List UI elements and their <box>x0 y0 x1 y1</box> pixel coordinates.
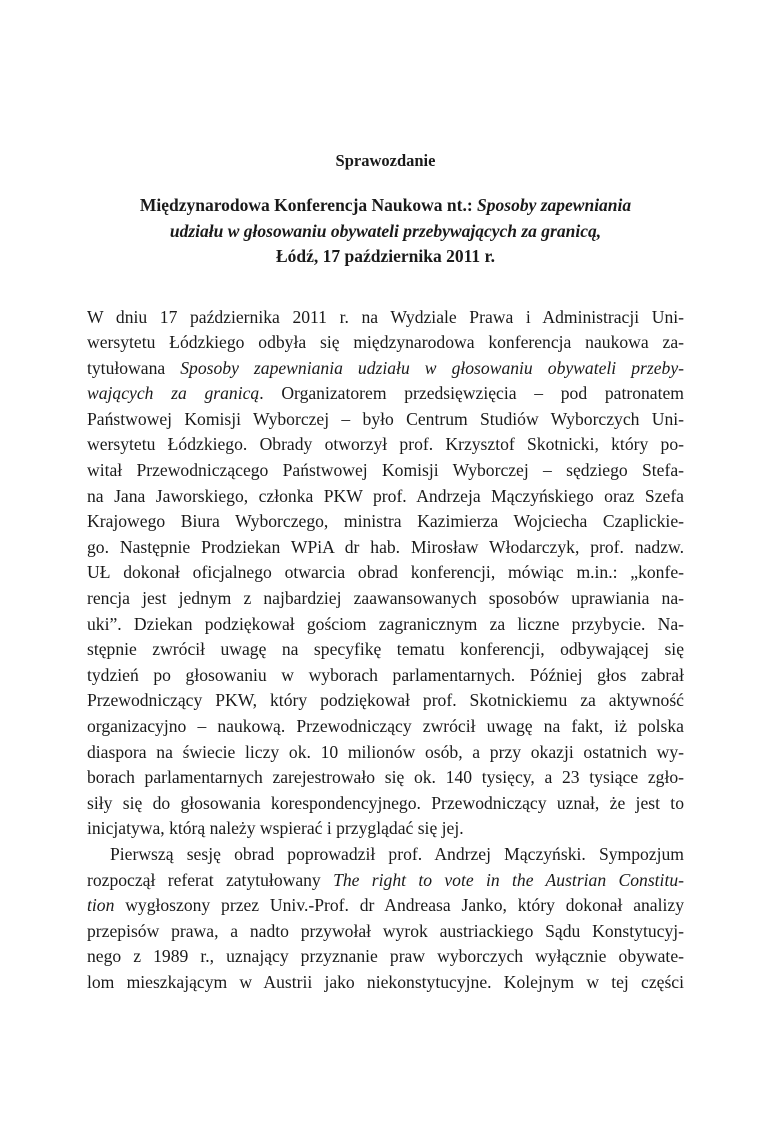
conference-name-italic: Sposoby zapewniania udziału w głosowaniu obywateli przeby- <box>180 357 684 378</box>
paragraph-1-line: Krajowego Biura Wyborczego, ministra Kazimierza Wojciecha Czaplickie- <box>87 511 684 532</box>
paragraph-1-line: tydzień po głosowaniu w wyborach parlamentarnych. Później głos zabrał <box>87 664 684 685</box>
paragraph-1-line: rencja jest jednym z najbardziej zaawansowanych sposobów uprawiania na- <box>87 588 684 609</box>
paragraph-1-line: na Jana Jaworskiego, członka PKW prof. Andrzeja Mączyńskiego oraz Szefa <box>87 485 684 506</box>
paragraph-2-line <box>87 868 684 894</box>
paragraph-2-line: nego z 1989 r., uznający przyznanie praw wyborczych wyłącznie obywate- <box>87 946 684 967</box>
paragraph-1-line: wersytetu Łódzkiego. Obrady otworzył prof. Krzysztof Skotnicki, który po- <box>87 434 684 455</box>
paragraph-1-line: organizacyjno – naukową. Przewodniczący zwrócił uwagę na fakt, iż polska <box>87 716 684 736</box>
text-run: . Organizatorem przedsięwzięcia – pod patronatem <box>259 383 684 404</box>
paragraph-1-line <box>87 381 684 407</box>
paragraph-2-line: lom mieszkającym w Austrii jako niekonstytucyjne. Kolejnym w tej części <box>87 971 684 992</box>
paragraph-1-line: borach parlamentarnych zarejestrowało się ok. 140 tysięcy, a 23 tysiące zgło- <box>87 767 684 788</box>
conference-name-italic: wających za granicą <box>87 383 260 404</box>
paragraph-1-line: W dniu 17 października 2011 r. na Wydziale Prawa i Administracji Uni- <box>87 306 684 327</box>
paragraph-1-line: wersytetu Łódzkiego odbyła się międzynarodowa konferencja naukowa za- <box>87 332 684 353</box>
paragraph-1-line: inicjatywa, którą należy wspierać i przyglądać się jej. <box>87 818 464 839</box>
paragraph-1-line: siły się do głosowania korespondencyjnego. Przewodniczący uznał, że jest to <box>87 792 684 813</box>
conference-title <box>87 193 684 270</box>
title-line-3: Łódź, 17 października 2011 r. <box>275 246 496 266</box>
paragraph-2-line: Pierwszą sesję obrad poprowadził prof. Andrzej Mączyński. Sympozjum <box>110 843 684 864</box>
report-label: Sprawozdanie <box>335 151 436 170</box>
report-body <box>87 305 684 996</box>
paragraph-2-line <box>87 893 684 919</box>
text-run: rozpoczął referat zatytułowany <box>87 869 334 890</box>
paragraph-1-line: go. Następnie Prodziekan WPiA dr hab. Mirosław Włodarczyk, prof. nadzw. <box>87 536 684 557</box>
paragraph-1-line: stępnie zwrócił uwagę na specyfikę tematu konferencji, odbywającej się <box>87 639 684 660</box>
text-run: tytułowana <box>87 357 181 378</box>
title-line-1-italic: Sposoby zapewniania <box>477 195 632 215</box>
title-line-2 <box>87 219 684 245</box>
paragraph-1-line: Przewodniczący PKW, który podziękował prof. Skotnickiemu za aktywność <box>87 690 684 711</box>
text-run: wygłoszony przez Univ.-Prof. dr Andreasa Janko, który dokonał analizy <box>114 895 684 916</box>
title-line-1-bold: Międzynarodowa Konferencja Naukowa nt.: <box>139 195 478 215</box>
lecture-title-italic: tion <box>87 895 115 916</box>
paragraph-1-line: diaspora na świecie liczy ok. 10 milionów osób, a przy okazji ostatnich wy- <box>87 741 684 762</box>
paragraph-1-line <box>87 356 684 382</box>
paragraph-1-line: UŁ dokonał oficjalnego otwarcia obrad konferencji, mówiąc m.in.: „konfe- <box>87 562 684 583</box>
paragraph-1-line: uki”. Dziekan podziękował gościom zagranicznym za liczne przybycie. Na- <box>87 613 684 634</box>
paragraph-1-line: Państwowej Komisji Wyborczej – było Centrum Studiów Wyborczych Uni- <box>87 408 684 429</box>
paragraph-1-line: witał Przewodniczącego Państwowej Komisji Wyborczej – sędziego Stefa- <box>87 460 684 481</box>
paragraph-2-line: przepisów prawa, a nadto przywołał wyrok austriackiego Sądu Konstytucyj- <box>87 920 684 941</box>
lecture-title-italic: The right to vote in the Austrian Constitu- <box>333 869 684 890</box>
title-line-1 <box>87 193 684 219</box>
document-page <box>0 150 768 1144</box>
title-line-2-italic: udziału w głosowaniu obywateli przebywających za granicą, <box>169 220 602 241</box>
